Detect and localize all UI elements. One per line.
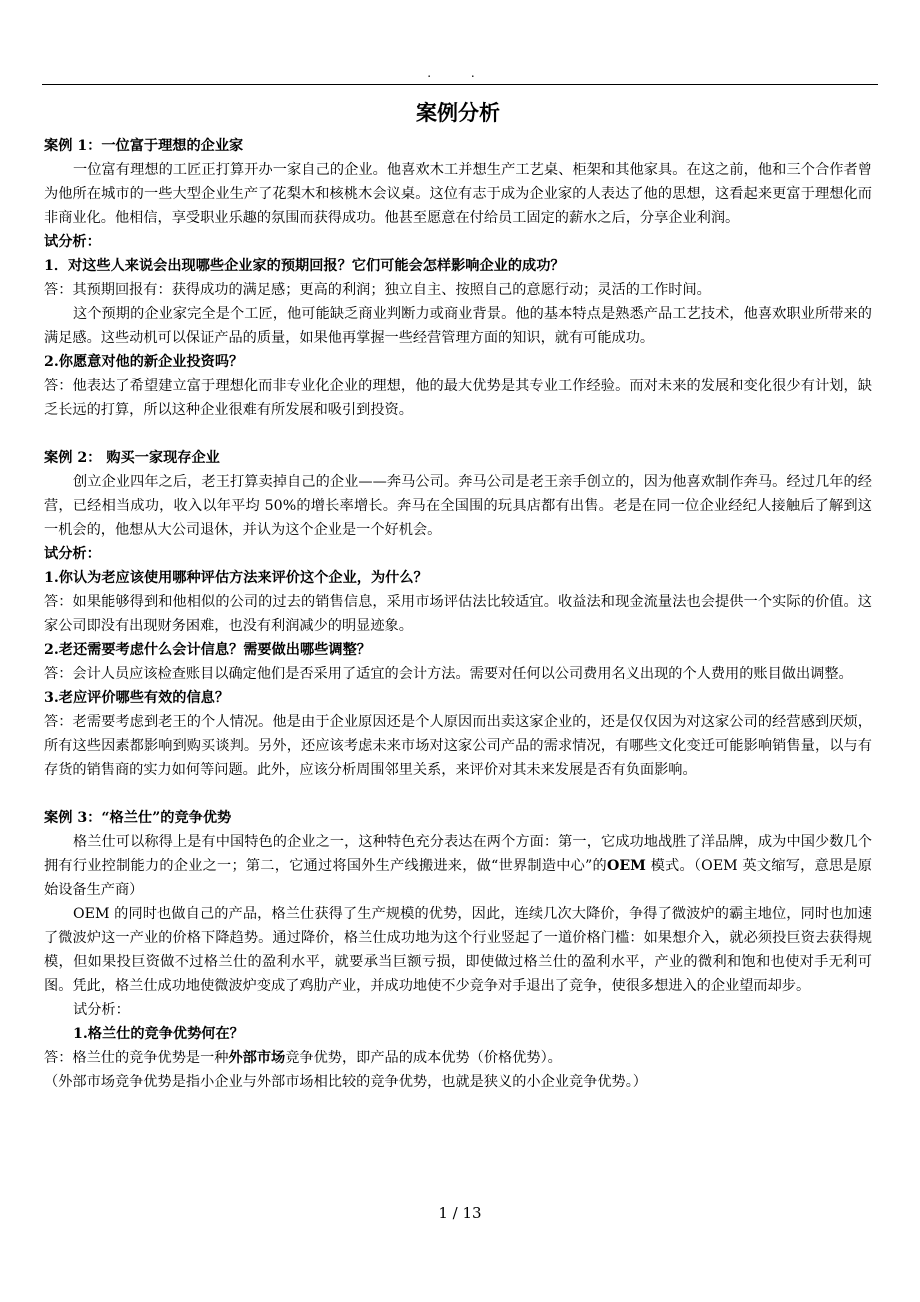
oem-term: OEM [606,858,646,874]
case3-answer-1-post: 竞争优势，即产品的成本优势（价格优势）。 [285,1050,562,1066]
case1-heading: 案例 1：一位富于理想的企业家 [44,138,244,154]
case2-answer-2: 答：会计人员应该检查账目以确定他们是否采用了适宜的会计方法。需要对任何以公司费用名义出现的个人费用的账目做出调整。 [44,666,853,682]
page-title: 案例分析 [416,101,500,125]
case3-paragraph-1-tail: 模式。（OEM 英文缩写，意思是原始设备生产商） [44,858,872,898]
case3-answer-1 [44,1046,872,1070]
case1-analysis-label: 试分析： [44,234,101,250]
case3-analysis-label: 试分析： [73,1002,130,1018]
case2-heading: 案例 2： 购买一家现存企业 [44,450,220,466]
case2-answer-3: 答：老需要考虑到老王的个人情况。他是由于企业原因还是个人原因而出卖这家企业的，还是仅仅因为对这家公司的经营感到厌烦，所有这些因素都影响到购买谈判。另外，还应该考虑未来市场对这家公司产品的需求情况，有哪些文化变迁可能影响销售量，以与有存货的销售商的实力如何等问题。此外，应该分析周围邻里关系，来评价对其未来发展是否有负面影响。 [44,714,872,778]
case1-answer-1: 答：其预期回报有：获得成功的满足感；更高的利润；独立自主、按照自己的意愿行动；灵活的工作时间。 [44,282,711,298]
case2-answer-1: 答：如果能够得到和他相似的公司的过去的销售信息，采用市场评估法比较适宜。收益法和现金流量法也会提供一个实际的价值。这家公司即没有出现财务困难，也没有利润减少的明显迹象。 [44,594,872,634]
case2-analysis-label: 试分析： [44,546,101,562]
header-dots: . . [427,66,493,80]
case2-question-3: 3.老应评价哪些有效的信息？ [44,690,230,706]
case3-heading: 案例 3：“格兰仕”的竞争优势 [44,810,232,826]
section-gap [44,782,872,806]
case2-paragraph: 创立企业四年之后，老王打算卖掉自己的企业——奔马公司。奔马公司是老王亲手创立的，因为他喜欢制作奔马。经过几年的经营，已经相当成功，收入以年平均 50%的增长率增长。奔马在全国围的玩具店都有出售。老是在同一位企业经纪人接触后了解到这一机会的，他想从大公司退休，并认为这个企业是一个好机会。 [44,474,872,538]
case3-answer-1-pre: 答：格兰仕的竞争优势是一种 [44,1050,229,1066]
case1-question-2: 2.你愿意对他的新企业投资吗？ [44,354,244,370]
case3-paragraph-1 [44,830,872,902]
case3-paragraph-1-text: 格兰仕可以称得上是有中国特色的企业之一，这种特色充分表达在两个方面：第一，它成功地战胜了洋品牌，成为中国少数几个拥有行业控制能力的企业之一；第二，它通过将国外生产线搬进来，做“世界制造中心”的 [44,834,872,874]
case2-question-2: 2.老还需要考虑什么会计信息？需要做出哪些调整？ [44,642,371,658]
header-rule [42,84,878,85]
document-body [44,96,872,1094]
section-gap [44,422,872,446]
case1-answer-2: 答：他表达了希望建立富于理想化而非专业化企业的理想，他的最大优势是其专业工作经验。而对未来的发展和变化很少有计划，缺乏长远的打算，所以这种企业很难有所发展和吸引到投资。 [44,378,872,418]
case3-answer-1-bold: 外部市场 [228,1050,286,1066]
case3-answer-1-note: （外部市场竞争优势是指小企业与外部市场相比较的竞争优势，也就是狭义的小企业竞争优势。） [44,1074,647,1090]
case1-answer-1-detail: 这个预期的企业家完全是个工匠，他可能缺乏商业判断力或商业背景。他的基本特点是熟悉产品工艺技术，他喜欢职业所带来的满足感。这些动机可以保证产品的质量，如果他再掌握一些经营管理方面的知识，就有可能成功。 [44,306,872,346]
case1-paragraph: 一位富有理想的工匠正打算开办一家自己的企业。他喜欢木工并想生产工艺桌、柜架和其他家具。在这之前，他和三个合作者曾为他所在城市的一些大型企业生产了花梨木和核桃木会议桌。这位有志于成为企业家的人表达了他的思想，这看起来更富于理想化而非商业化。他相信，享受职业乐趣的氛围而获得成功。他甚至愿意在付给员工固定的薪水之后，分享企业利润。 [44,162,872,226]
case3-question-1: 1.格兰仕的竞争优势何在？ [73,1026,244,1042]
case3-paragraph-2: OEM 的同时也做自己的产品，格兰仕获得了生产规模的优势，因此，连续几次大降价，争得了微波炉的霸主地位，同时也加速了微波炉这一产业的价格下降趋势。通过降价，格兰仕成功地为这个行业竖起了一道价格门槛：如果想介入，就必须投巨资去获得规模，但如果投巨资做不过格兰仕的盈利水平，就要承当巨额亏损，即使做过格兰仕的盈利水平，产业的微利和饱和也使对手无利可图。凭此，格兰仕成功地使微波炉变成了鸡肋产业，并成功地使不少竞争对手退出了竞争，使很多想进入的企业望而却步。 [44,906,872,994]
case1-question-1: 1．对这些人来说会出现哪些企业家的预期回报？它们可能会怎样影响企业的成功？ [44,258,565,274]
case2-question-1: 1.你认为老应该使用哪种评估方法来评价这个企业，为什么？ [44,570,428,586]
page-number: 1 / 13 [438,1204,482,1222]
